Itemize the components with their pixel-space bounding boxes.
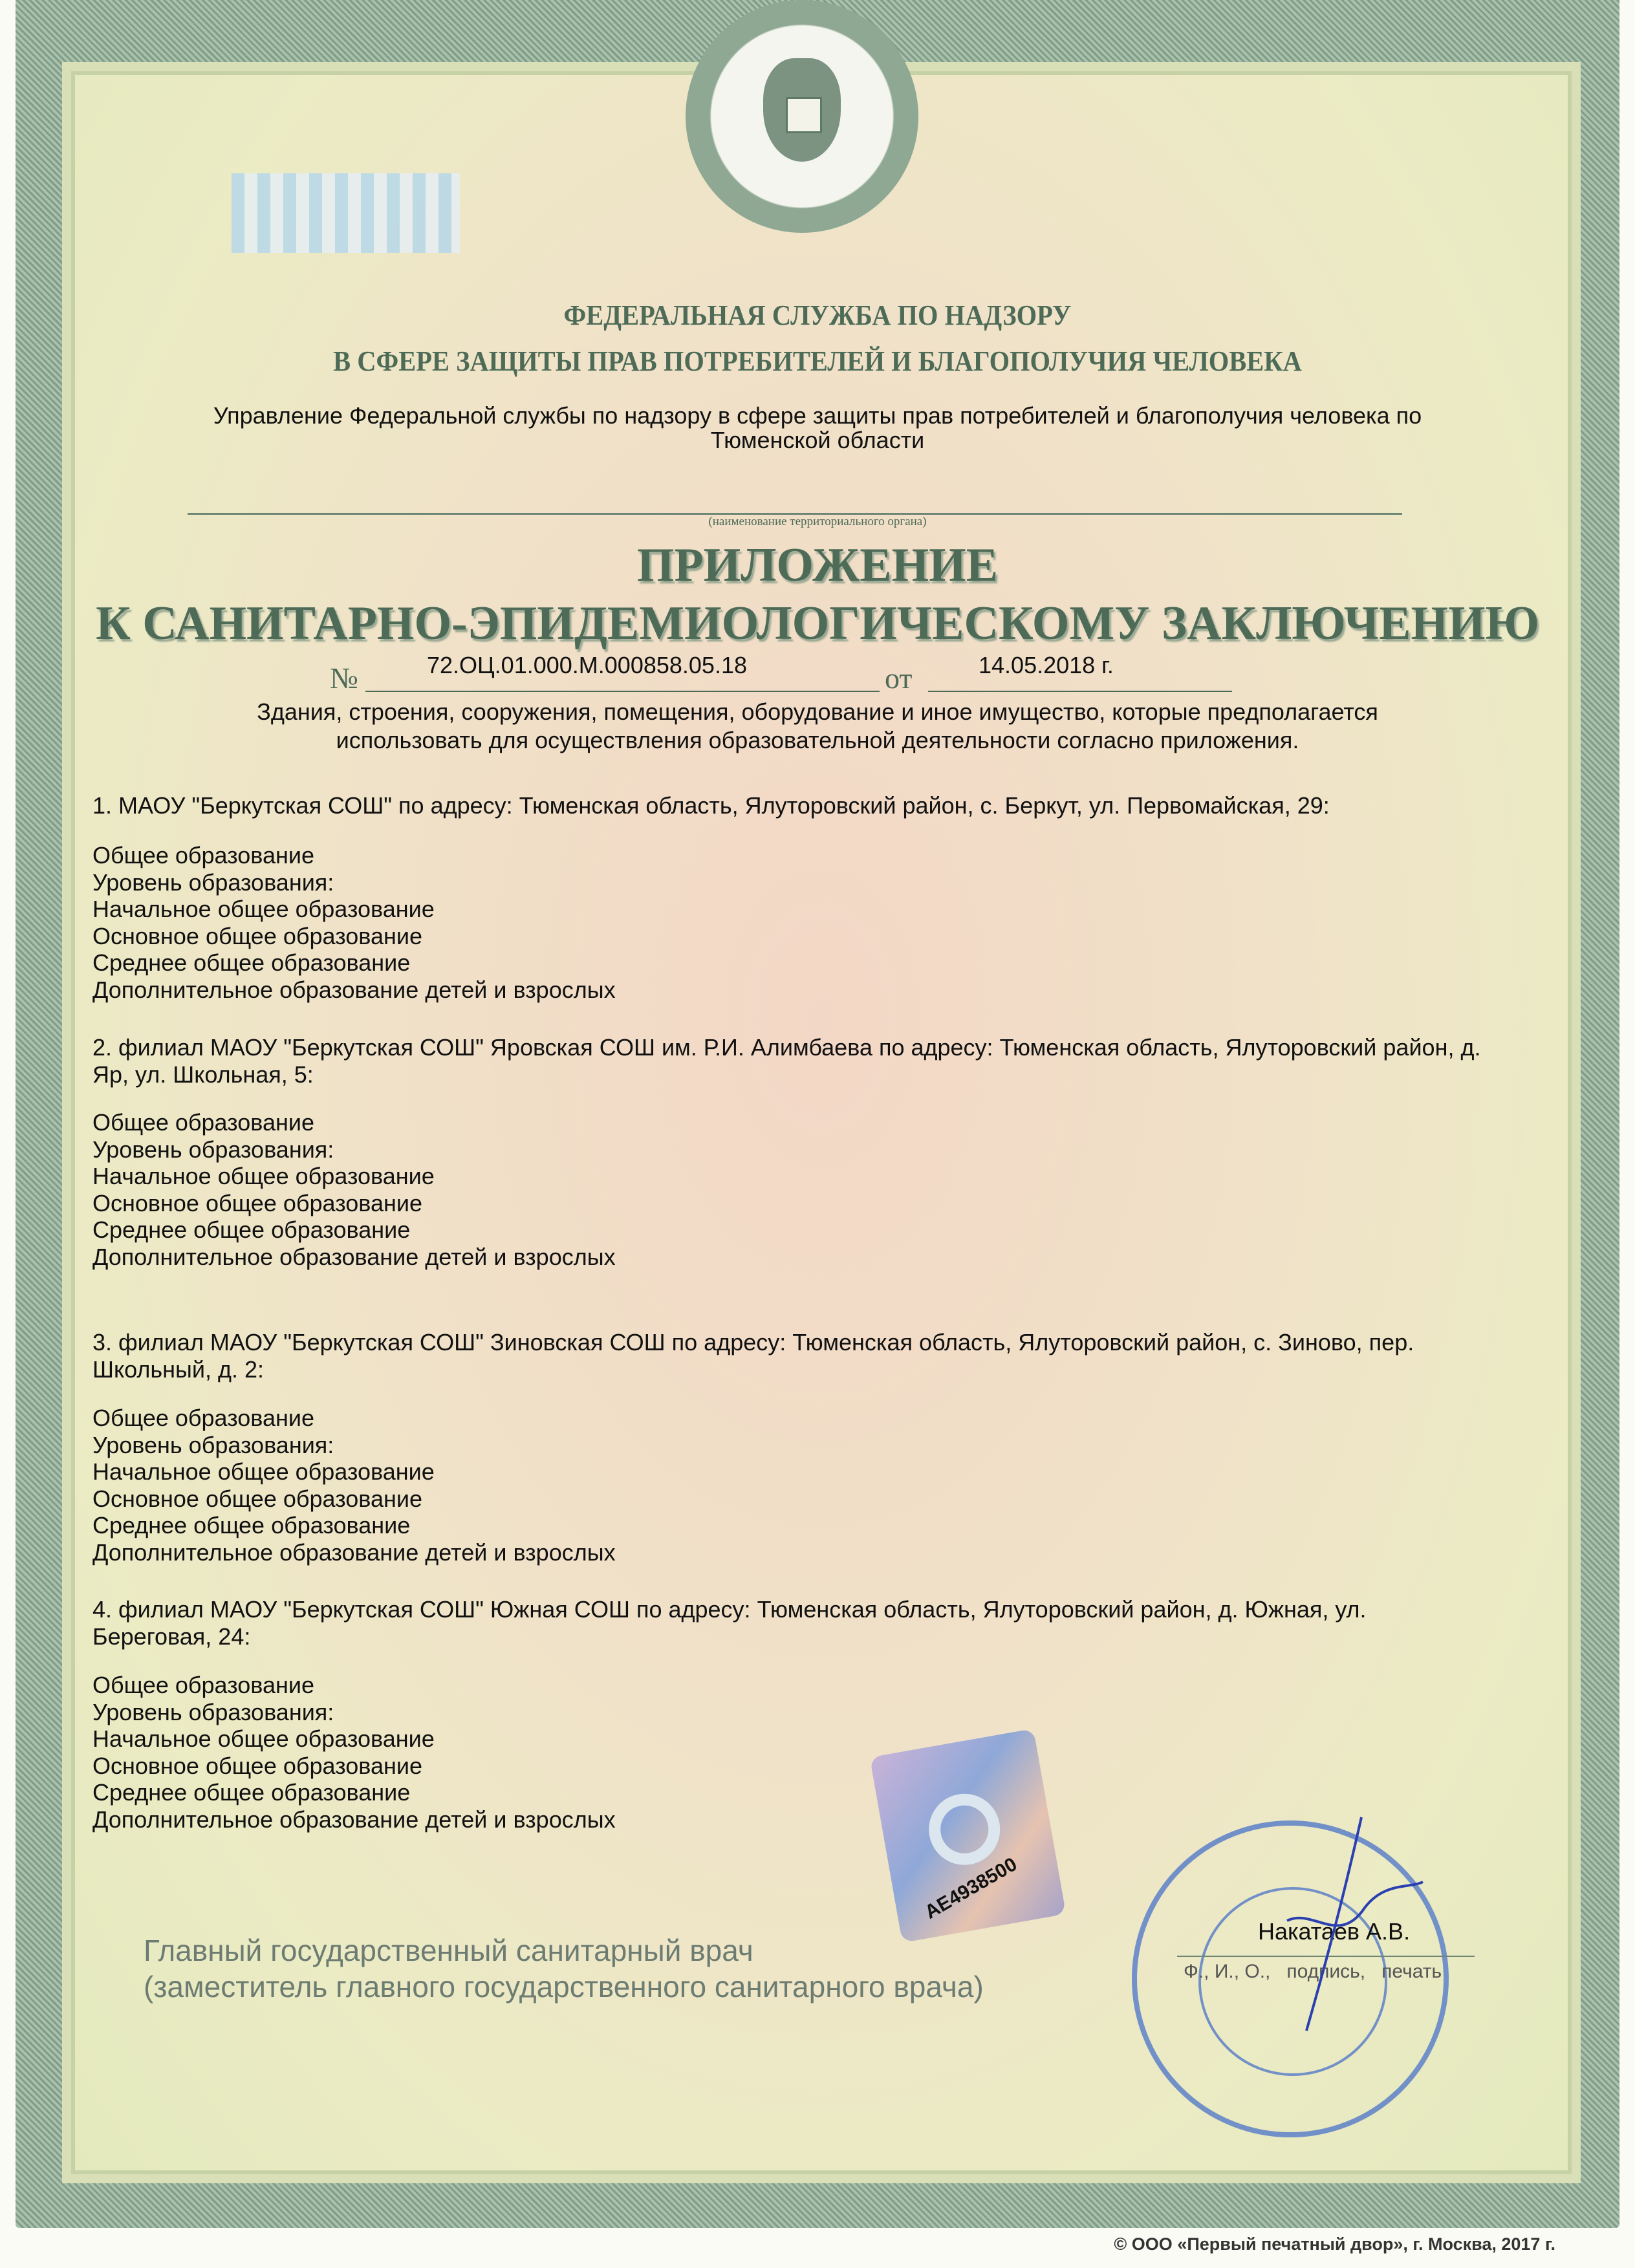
- title-line1: ПРИЛОЖЕНИЕ: [636, 539, 999, 592]
- number-date: 14.05.2018 г.: [979, 652, 1114, 678]
- list-item: Уровень образования:: [92, 869, 334, 896]
- item-1-list: [92, 842, 616, 1003]
- number-underline: [365, 691, 880, 692]
- intro-line2: использовать для осуществления образовательной деятельности согласно приложения.: [336, 727, 1299, 753]
- organ-caption: (наименование территориального органа): [708, 515, 927, 528]
- hologram-stripe: [232, 173, 460, 253]
- item-3-list: [92, 1405, 616, 1566]
- item-2-heading: 2. филиал МАОУ "Беркутская СОШ" Яровская СОШ им. Р.И. Алимбаева по адресу: Тюменская область, Ялуторовский район, д. Яр, ул. Школьная, 5:: [92, 1034, 1481, 1088]
- list-item: Общее образование: [92, 842, 315, 869]
- list-item: Дополнительное образование детей и взрослых: [92, 1806, 616, 1833]
- signature-caption: Ф., И., О., подпись, печать: [1184, 1961, 1442, 1982]
- from-label: от: [885, 662, 913, 695]
- list-item: Среднее общее образование: [92, 1512, 411, 1539]
- item-1-heading: 1. МАОУ "Беркутская СОШ" по адресу: Тюменская область, Ялуторовский район, с. Беркут, ул. Первомайская, 29:: [92, 792, 1330, 819]
- list-item: Общее образование: [92, 1109, 315, 1136]
- list-item: Начальное общее образование: [92, 1163, 435, 1189]
- title-line2: К САНИТАРНО-ЭПИДЕМИОЛОГИЧЕСКОМУ ЗАКЛЮЧЕНИЮ: [96, 597, 1539, 650]
- header-line2: В СФЕРЕ ЗАЩИТЫ ПРАВ ПОТРЕБИТЕЛЕЙ И БЛАГОПОЛУЧИЯ ЧЕЛОВЕКА: [333, 345, 1302, 377]
- intro-line1: Здания, строения, сооружения, помещения, оборудование и иное имущество, которые предполагается: [257, 698, 1378, 725]
- list-item: Начальное общее образование: [92, 1458, 435, 1485]
- hologram-serial: АЕ4938500: [921, 1853, 1021, 1923]
- list-item: Начальное общее образование: [92, 1725, 435, 1752]
- rospotrebnadzor-logo-icon: [924, 1788, 1006, 1870]
- organ-line2: Тюменской области: [710, 427, 925, 453]
- list-item: Дополнительное образование детей и взрослых: [92, 976, 616, 1003]
- list-item: Среднее общее образование: [92, 949, 411, 976]
- list-item: Основное общее образование: [92, 922, 423, 949]
- list-item: Общее образование: [92, 1405, 315, 1431]
- list-item: Уровень образования:: [92, 1136, 334, 1163]
- signatory-subtitle: (заместитель главного государственного санитарного врача): [144, 1970, 984, 2003]
- signatory-name: Накатаев А.В.: [1258, 1918, 1411, 1945]
- list-item: Уровень образования:: [92, 1431, 334, 1458]
- item-4-heading: 4. филиал МАОУ "Беркутская СОШ" Южная СОШ по адресу: Тюменская область, Ялуторовский район, д. Южная, ул. Береговая, 24:: [92, 1596, 1367, 1650]
- list-item: Дополнительное образование детей и взрослых: [92, 1539, 616, 1566]
- item-2-list: [92, 1109, 616, 1270]
- signatory-title: Главный государственный санитарный врач: [144, 1934, 753, 1967]
- organ-line1: Управление Федеральной службы по надзору в сфере защиты прав потребителей и благополучия человека по: [213, 402, 1422, 429]
- header-line1: ФЕДЕРАЛЬНАЯ СЛУЖБА ПО НАДЗОРУ: [563, 299, 1072, 331]
- handwritten-signature: [1261, 1811, 1429, 2037]
- item-3-heading: 3. филиал МАОУ "Беркутская СОШ" Зиновская СОШ по адресу: Тюменская область, Ялуторовский район, с. Зиново, пер. Школьный, д. 2:: [92, 1329, 1414, 1383]
- hologram-sticker: [870, 1729, 1067, 1943]
- list-item: Дополнительное образование детей и взрослых: [92, 1243, 616, 1270]
- list-item: Уровень образования:: [92, 1698, 334, 1725]
- list-item: Среднее общее образование: [92, 1216, 411, 1243]
- emblem-icon: [686, 0, 918, 233]
- copyright-footer: © ООО «Первый печатный двор», г. Москва, 2017 г.: [1114, 2234, 1555, 2254]
- date-underline: [928, 691, 1232, 692]
- number-value: 72.ОЦ.01.000.М.000858.05.18: [427, 652, 747, 678]
- list-item: Общее образование: [92, 1672, 315, 1698]
- list-item: Начальное общее образование: [92, 896, 435, 922]
- number-label: №: [330, 662, 358, 695]
- list-item: Основное общее образование: [92, 1485, 423, 1512]
- list-item: Среднее общее образование: [92, 1779, 411, 1806]
- list-item: Основное общее образование: [92, 1189, 423, 1216]
- item-4-list: [92, 1672, 616, 1833]
- list-item: Основное общее образование: [92, 1752, 423, 1779]
